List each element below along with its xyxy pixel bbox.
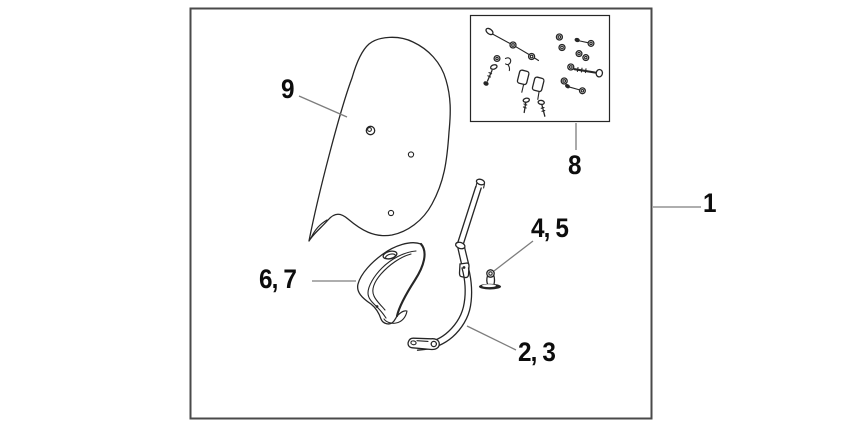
mount-arm-part bbox=[408, 178, 485, 350]
callout-label-assembly: 1 bbox=[703, 188, 716, 218]
hardware-kit-box bbox=[471, 16, 610, 122]
leader-line-arm bbox=[467, 326, 516, 350]
knob-part bbox=[479, 270, 501, 290]
windshield-part bbox=[309, 37, 450, 241]
windshield-hole bbox=[388, 210, 393, 215]
arm-tab-hole bbox=[431, 341, 436, 346]
callout-label-bracket: 6, 7 bbox=[259, 264, 296, 294]
windshield-hole bbox=[408, 152, 413, 157]
garnish-bracket-part bbox=[358, 243, 425, 324]
callout-label-knob: 4, 5 bbox=[531, 213, 568, 243]
leader-line-knob bbox=[494, 241, 533, 271]
callout-label-windshield: 9 bbox=[281, 74, 294, 104]
callout-label-arm: 2, 3 bbox=[518, 337, 555, 367]
leader-line-windshield bbox=[299, 96, 347, 117]
callout-label-hardware-kit: 8 bbox=[568, 150, 581, 180]
